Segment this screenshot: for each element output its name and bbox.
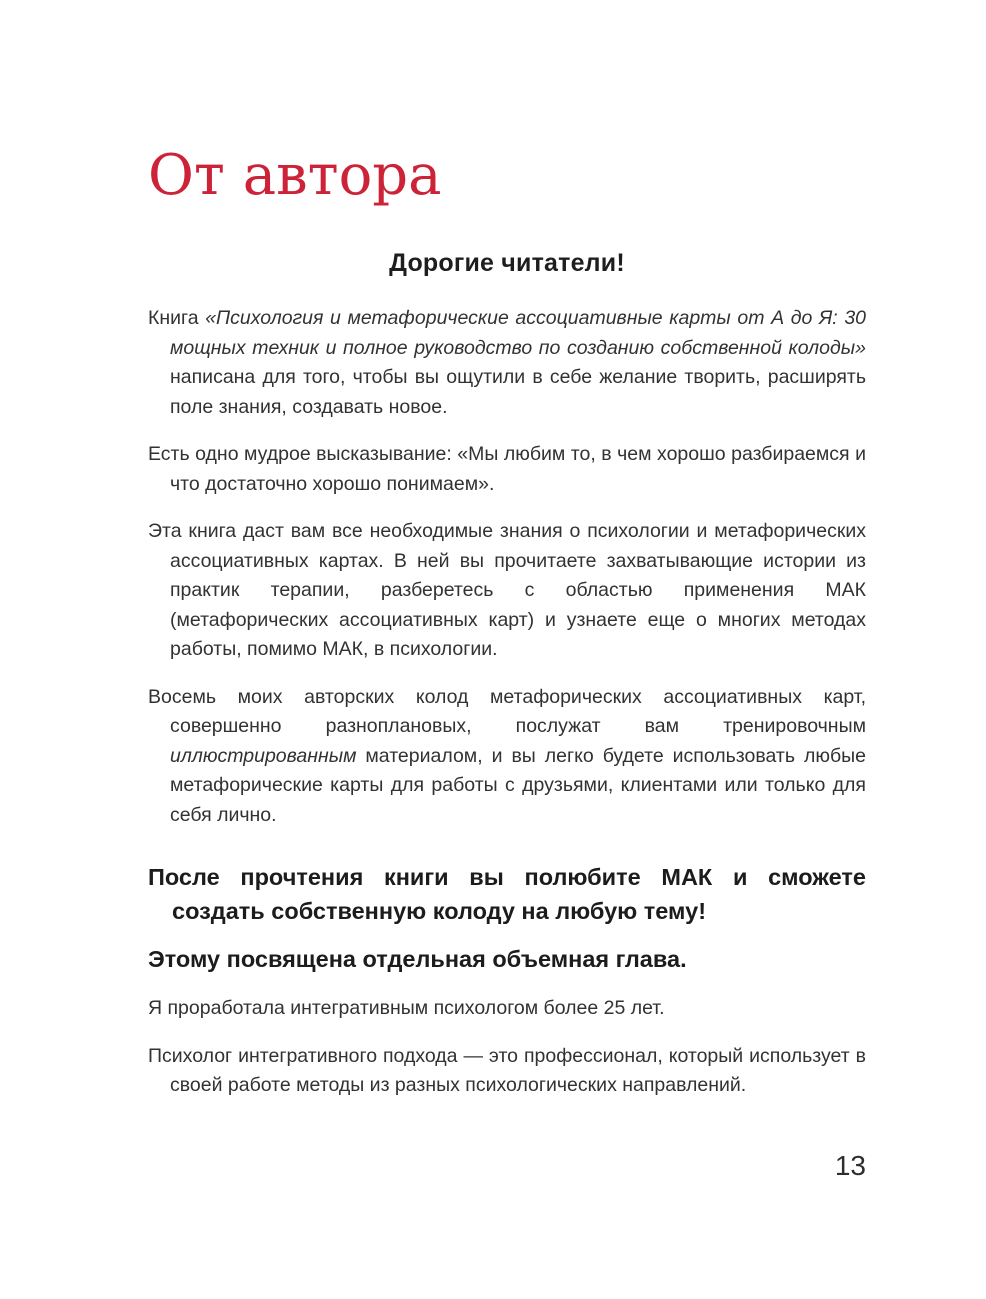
page-number: 13 — [834, 1150, 866, 1181]
text-segment: Эта книга даст вам все необходимые знания о психологии и метафорических ассоциативных картах. В ней вы прочитаете захватывающие истории из практик терапии, разберетесь с областью применения МАК (метафорических ассоциативных карт) и узнаете еще о многих методах работы, помимо МАК, в психологии. — [148, 520, 866, 661]
body-paragraph — [148, 1042, 866, 1101]
text-segment: Этому посвящена отдельная объемная глава. — [148, 946, 687, 973]
text-segment: материалом, и вы легко будете использовать любые метафорические карты для работы с друзьями, клиентами или только для себя лично. — [170, 744, 866, 826]
section-heading: Дорогие читатели! — [389, 249, 625, 278]
text-segment: После прочтения книги вы полюбите МАК и сможете создать собственную колоду на любую тему! — [148, 864, 866, 925]
body-paragraph — [148, 683, 866, 831]
lead-paragraph — [148, 942, 866, 976]
chapter-title: От автора — [148, 143, 442, 208]
text-column — [148, 0, 866, 1101]
text-segment: Психолог интегративного подхода — это профессионал, который использует в своей работе методы из разных психологических направлений. — [148, 1044, 866, 1097]
body-paragraph — [148, 517, 866, 665]
lead-paragraph — [148, 860, 866, 928]
italic-text-segment: «Психология и метафорические ассоциативные карты от А до Я: 30 мощных техник и полное руководство по созданию собственной колоды» — [170, 307, 867, 359]
text-segment: написана для того, чтобы вы ощутили в себе желание творить, расширять поле знания, создавать новое. — [170, 366, 866, 418]
paragraphs — [148, 304, 866, 1101]
body-paragraph — [148, 994, 866, 1024]
italic-text-segment: иллюстрированным — [170, 744, 357, 767]
text-segment: Есть одно мудрое высказывание: «Мы любим то, в чем хорошо разбираемся и что достаточно хорошо понимаем». — [148, 443, 866, 495]
body-paragraph — [148, 440, 866, 499]
body-paragraph — [148, 304, 866, 422]
text-segment: Книга — [148, 307, 206, 330]
text-segment: Я проработала интегративным психологом более 25 лет. — [148, 997, 665, 1020]
text-segment: Восемь моих авторских колод метафорических ассоциативных карт, совершенно разноплановых, послужат вам тренировочным — [148, 685, 866, 738]
